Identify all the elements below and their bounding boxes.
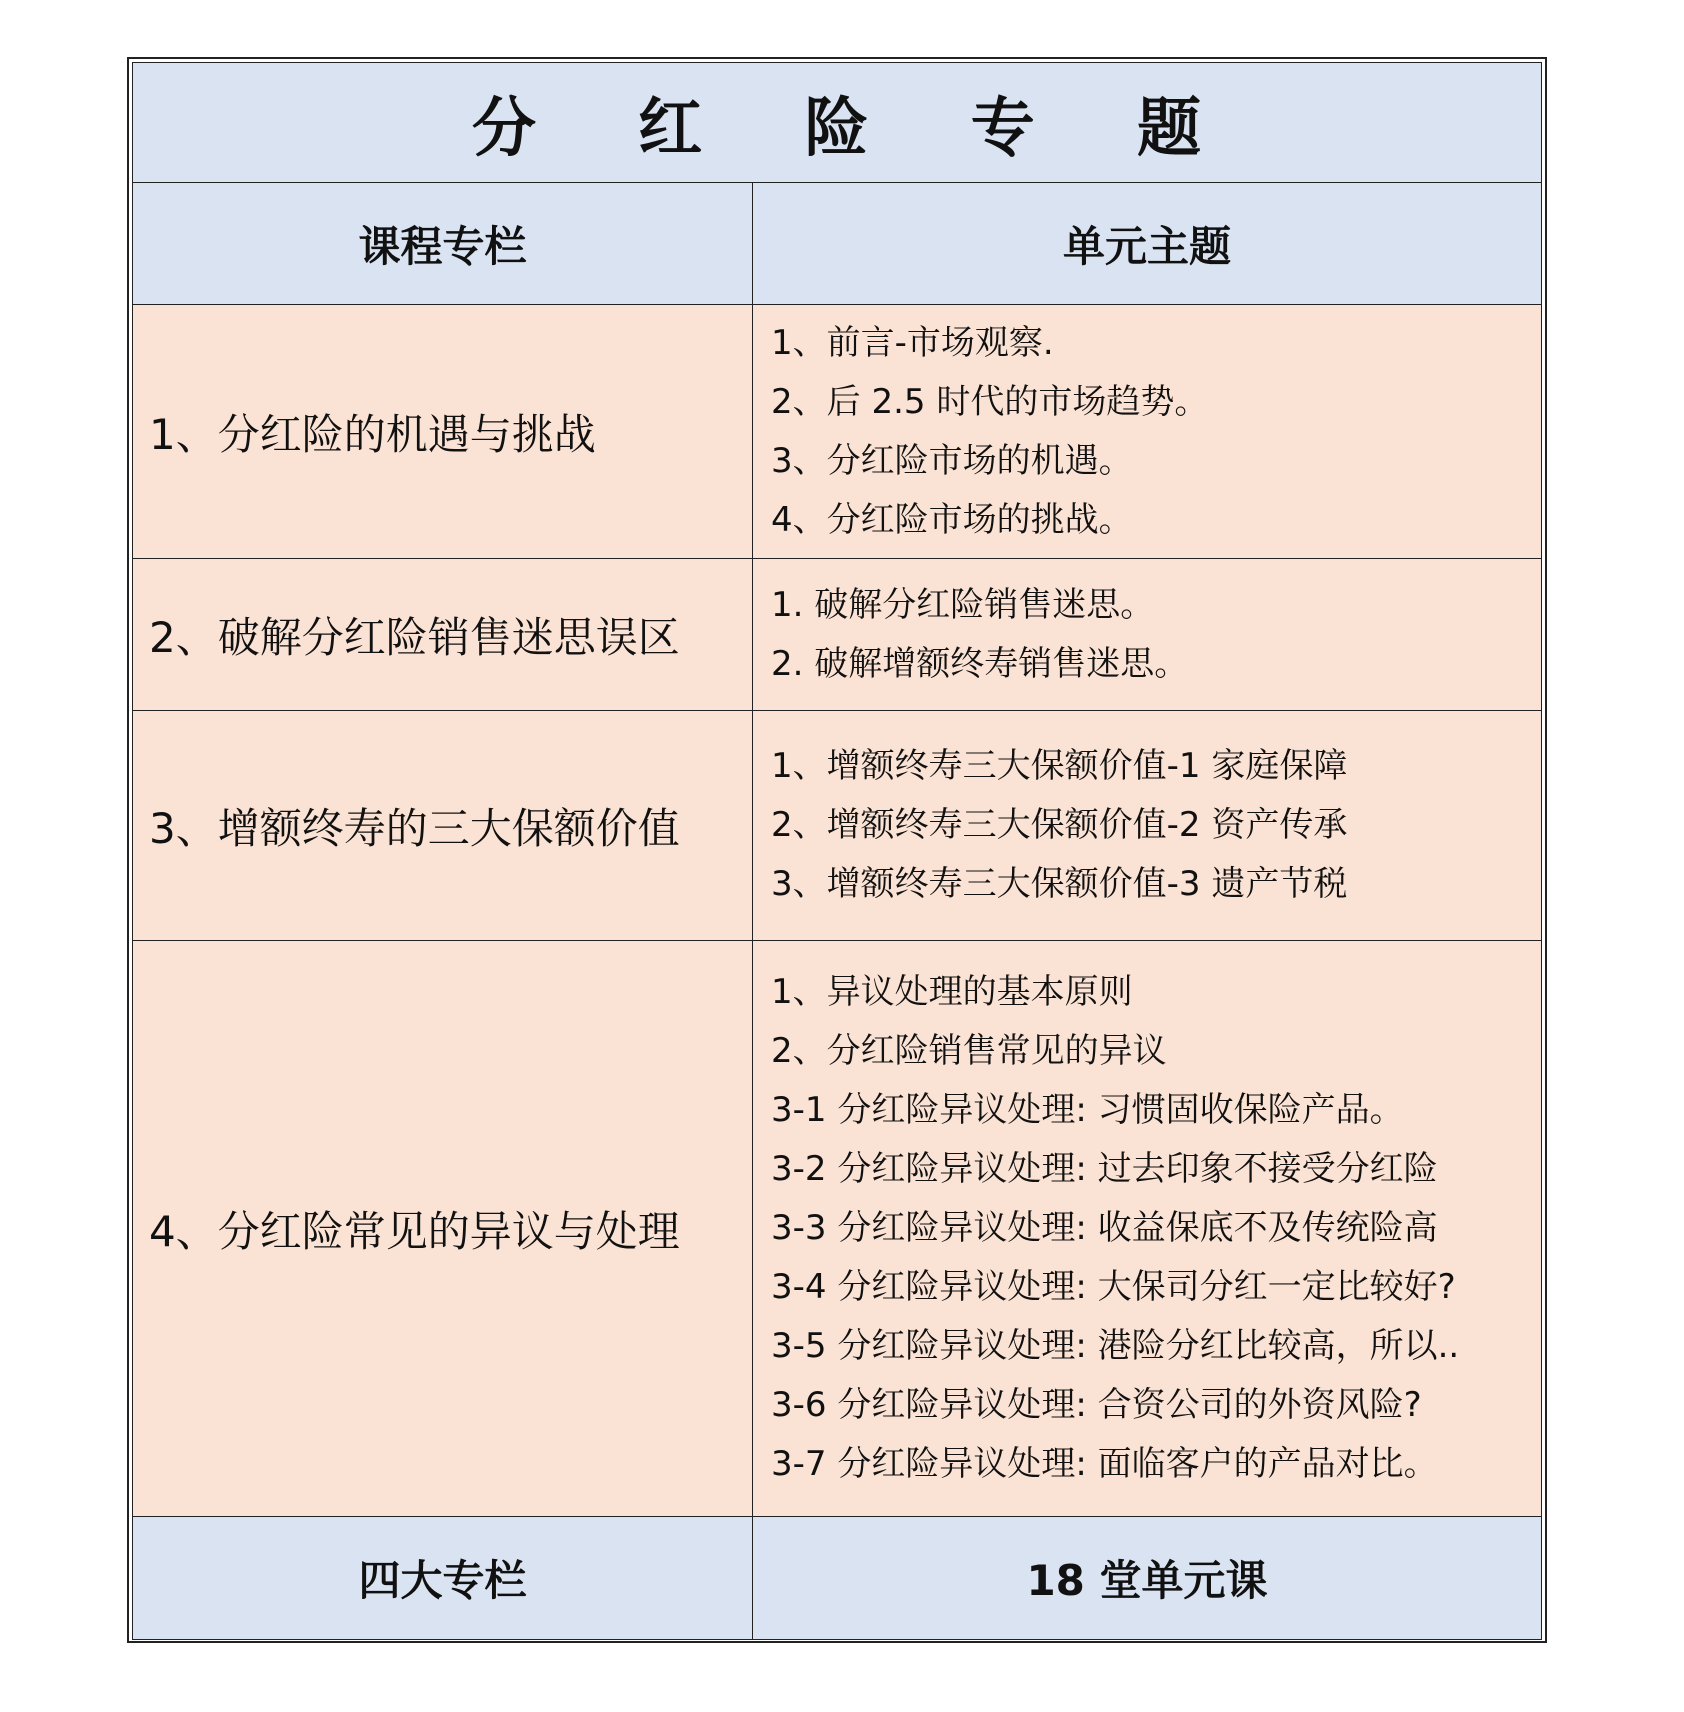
topic-item: 1、前言-市场观察. (771, 322, 1054, 363)
topic-item: 3-3 分红险异议处理: 收益保底不及传统险高 (771, 1208, 1438, 1248)
topic-list (771, 314, 1540, 550)
table-row (133, 711, 1542, 941)
table-title: 分 红 险 专 题 (133, 63, 1542, 183)
topic-item: 3、增额终寿三大保额价值-3 遗产节税 (771, 864, 1348, 904)
footer-course-summary: 四大专栏 (133, 1517, 753, 1640)
course-table (132, 62, 1542, 1640)
topics-cell (753, 305, 1542, 559)
topic-item: 3-5 分红险异议处理: 港险分红比较高，所以.. (771, 1326, 1460, 1366)
topic-list (771, 576, 1540, 694)
header-row (133, 183, 1542, 305)
topic-item: 3-2 分红险异议处理: 过去印象不接受分红险 (771, 1149, 1438, 1189)
topic-item: 3-7 分红险异议处理: 面临客户的产品对比。 (771, 1444, 1438, 1484)
topic-item: 2. 破解增额终寿销售迷思。 (771, 643, 1189, 684)
topic-item: 3、分红险市场的机遇。 (771, 440, 1133, 481)
header-topic-column: 单元主题 (753, 183, 1542, 305)
topic-item: 1、增额终寿三大保额价值-1 家庭保障 (771, 746, 1348, 786)
topic-item: 2、分红险销售常见的异议 (771, 1031, 1167, 1071)
table-row (133, 559, 1542, 711)
topic-item: 3-4 分红险异议处理: 大保司分红一定比较好? (771, 1267, 1456, 1307)
course-name: 4、分红险常见的异议与处理 (133, 941, 753, 1517)
topic-item: 2、增额终寿三大保额价值-2 资产传承 (771, 805, 1348, 845)
topic-item: 4、分红险市场的挑战。 (771, 499, 1133, 540)
topic-item: 1. 破解分红险销售迷思。 (771, 584, 1155, 625)
course-name: 2、破解分红险销售迷思误区 (133, 559, 753, 711)
topic-item: 3-1 分红险异议处理: 习惯固收保险产品。 (771, 1090, 1404, 1130)
topics-cell (753, 711, 1542, 941)
title-row (133, 63, 1542, 183)
header-course-column: 课程专栏 (133, 183, 753, 305)
topic-list (771, 737, 1540, 914)
course-name: 1、分红险的机遇与挑战 (133, 305, 753, 559)
footer-row (133, 1517, 1542, 1640)
topic-item: 2、后 2.5 时代的市场趋势。 (771, 381, 1209, 422)
topic-item: 3-6 分红险异议处理: 合资公司的外资风险? (771, 1385, 1422, 1425)
footer-unit-summary: 18 堂单元课 (753, 1517, 1542, 1640)
topics-cell (753, 941, 1542, 1517)
topic-list (771, 963, 1540, 1494)
course-table-frame (127, 57, 1547, 1643)
course-name: 3、增额终寿的三大保额价值 (133, 711, 753, 941)
table-row (133, 941, 1542, 1517)
topic-item: 1、异议处理的基本原则 (771, 972, 1133, 1012)
topics-cell (753, 559, 1542, 711)
table-row (133, 305, 1542, 559)
